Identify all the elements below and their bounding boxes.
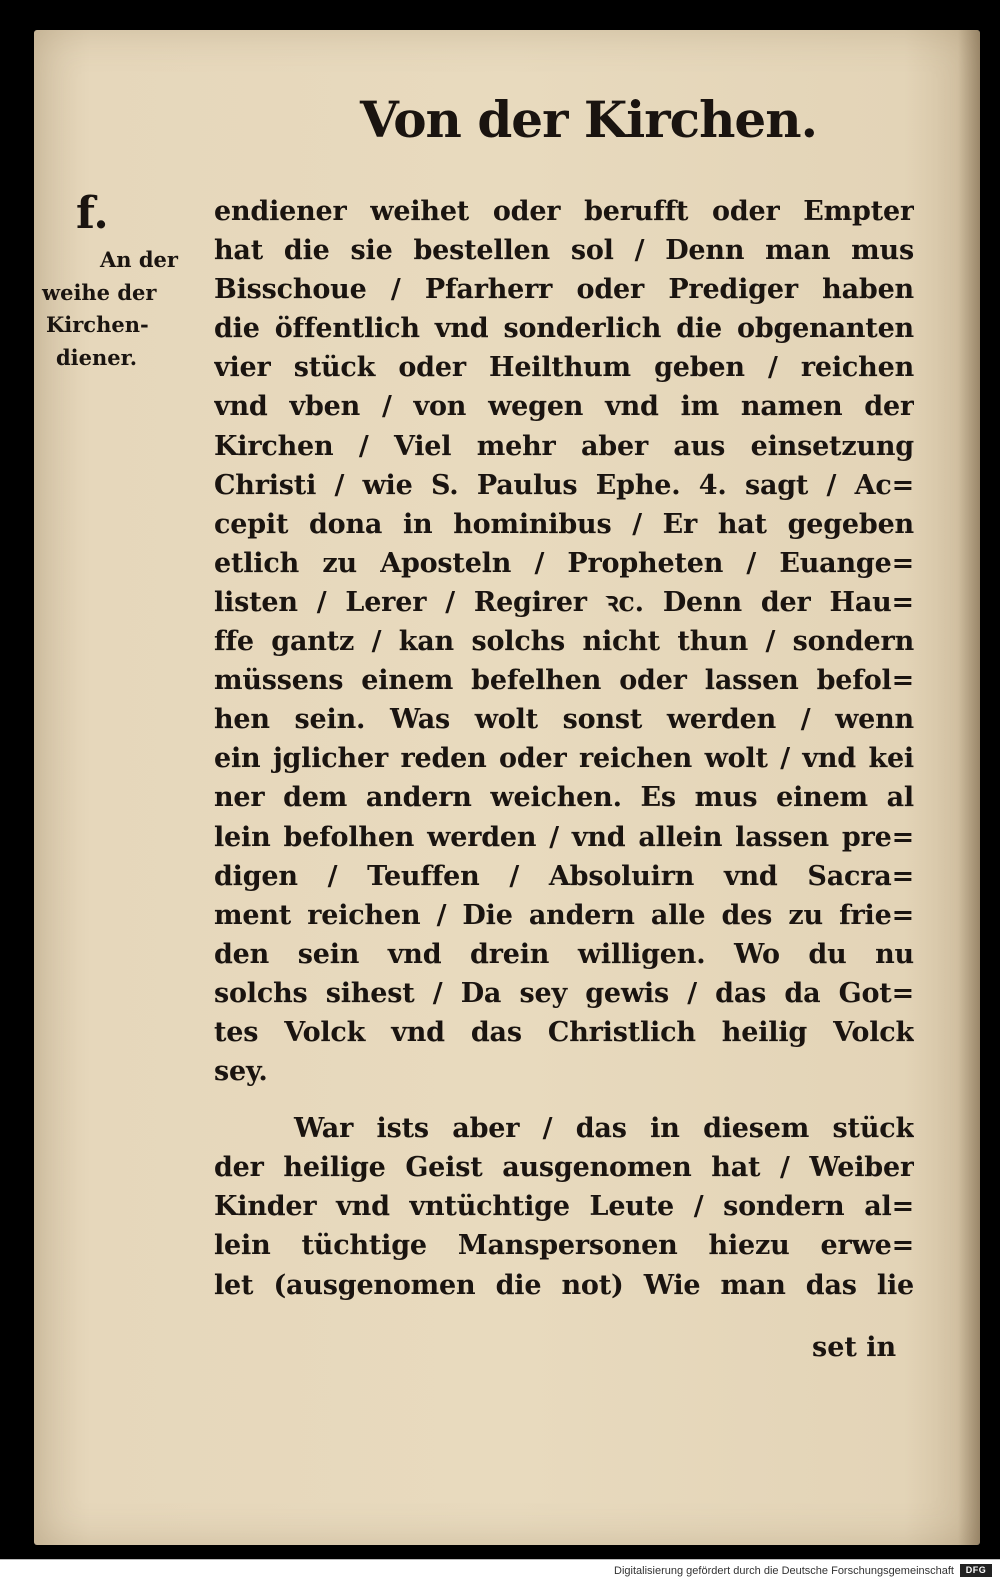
text-line: solchs sihest / Da sey gewis / das da Got= (214, 977, 914, 1009)
text-line: Kinder vnd vntüchtige Leute / sondern al= (214, 1191, 914, 1223)
text-line: vnd vben / von wegen vnd im namen der (214, 391, 914, 423)
margin-note-line: Kirchen- (46, 312, 149, 338)
text-line: cepit dona in hominibus / Er hat gegeben (214, 508, 914, 540)
text-line: ffe gantz / kan solchs nicht thun / sondern (214, 626, 914, 658)
text-line: die öffentlich vnd sonderlich die obgenanten (214, 313, 914, 345)
text-line: War ists aber / das in diesem stück (294, 1113, 914, 1145)
digitization-footer (0, 1559, 1000, 1580)
body-text (214, 192, 914, 1305)
text-line: müssens einem befelhen oder lassen befol= (214, 665, 914, 697)
text-line: etlich zu Aposteln / Propheten / Euange= (214, 547, 914, 579)
text-line: sey. (214, 1056, 268, 1088)
text-line: lein befolhen werden / vnd allein lassen pre= (214, 821, 914, 853)
text-line: Kirchen / Viel mehr aber aus einsetzung (214, 430, 914, 462)
margin-note-line: An der (100, 247, 178, 272)
text-line: listen / Lerer / Regirer ꝛc. Denn der Hau= (214, 586, 914, 618)
catchword: set in (812, 1332, 897, 1363)
text-line: endiener weihet oder berufft oder Empter (214, 196, 914, 227)
dfg-logo-icon: DFG (960, 1564, 992, 1577)
text-line: ein jglicher reden oder reichen wolt / vnd kei (214, 743, 914, 775)
text-line: hen sein. Was wolt sonst werden / wenn (214, 704, 914, 736)
margin-note-line: diener. (56, 344, 138, 370)
text-line: vier stück oder Heilthum geben / reichen (214, 352, 914, 384)
text-line: der heilige Geist ausgenomen hat / Weiber (214, 1152, 914, 1184)
margin-note-line: weihe der (42, 279, 157, 305)
running-heading: Von der Kirchen. (360, 90, 817, 149)
paragraph-gap (214, 1091, 914, 1109)
section-mark: f. (76, 188, 109, 239)
text-line: let (ausgenomen die not) Wie man das lie (214, 1269, 914, 1301)
text-line: den sein vnd drein willigen. Wo du nu (214, 938, 914, 970)
text-line: ment reichen / Die andern alle des zu frie= (214, 899, 914, 931)
page-gutter-shadow (958, 30, 980, 1545)
text-line: lein tüchtige Manspersonen hiezu erwe= (214, 1230, 914, 1262)
margin-note (42, 244, 212, 374)
text-line: ner dem andern weichen. Es mus einem al (214, 782, 914, 814)
text-line: digen / Teuffen / Absoluirn vnd Sacra= (214, 860, 914, 892)
text-line: Christi / wie S. Paulus Ephe. 4. sagt / Ac= (214, 469, 914, 501)
paragraph-2 (214, 1109, 914, 1304)
text-line: tes Volck vnd das Christlich heilig Volck (214, 1016, 914, 1048)
paragraph-1 (214, 192, 914, 1091)
text-line: Bisschoue / Pfarherr oder Prediger haben (214, 274, 914, 306)
funding-credit: Digitalisierung gefördert durch die Deutsche Forschungsgemeinschaft (614, 1565, 954, 1577)
text-line: hat die sie bestellen sol / Denn man mus (214, 235, 914, 267)
